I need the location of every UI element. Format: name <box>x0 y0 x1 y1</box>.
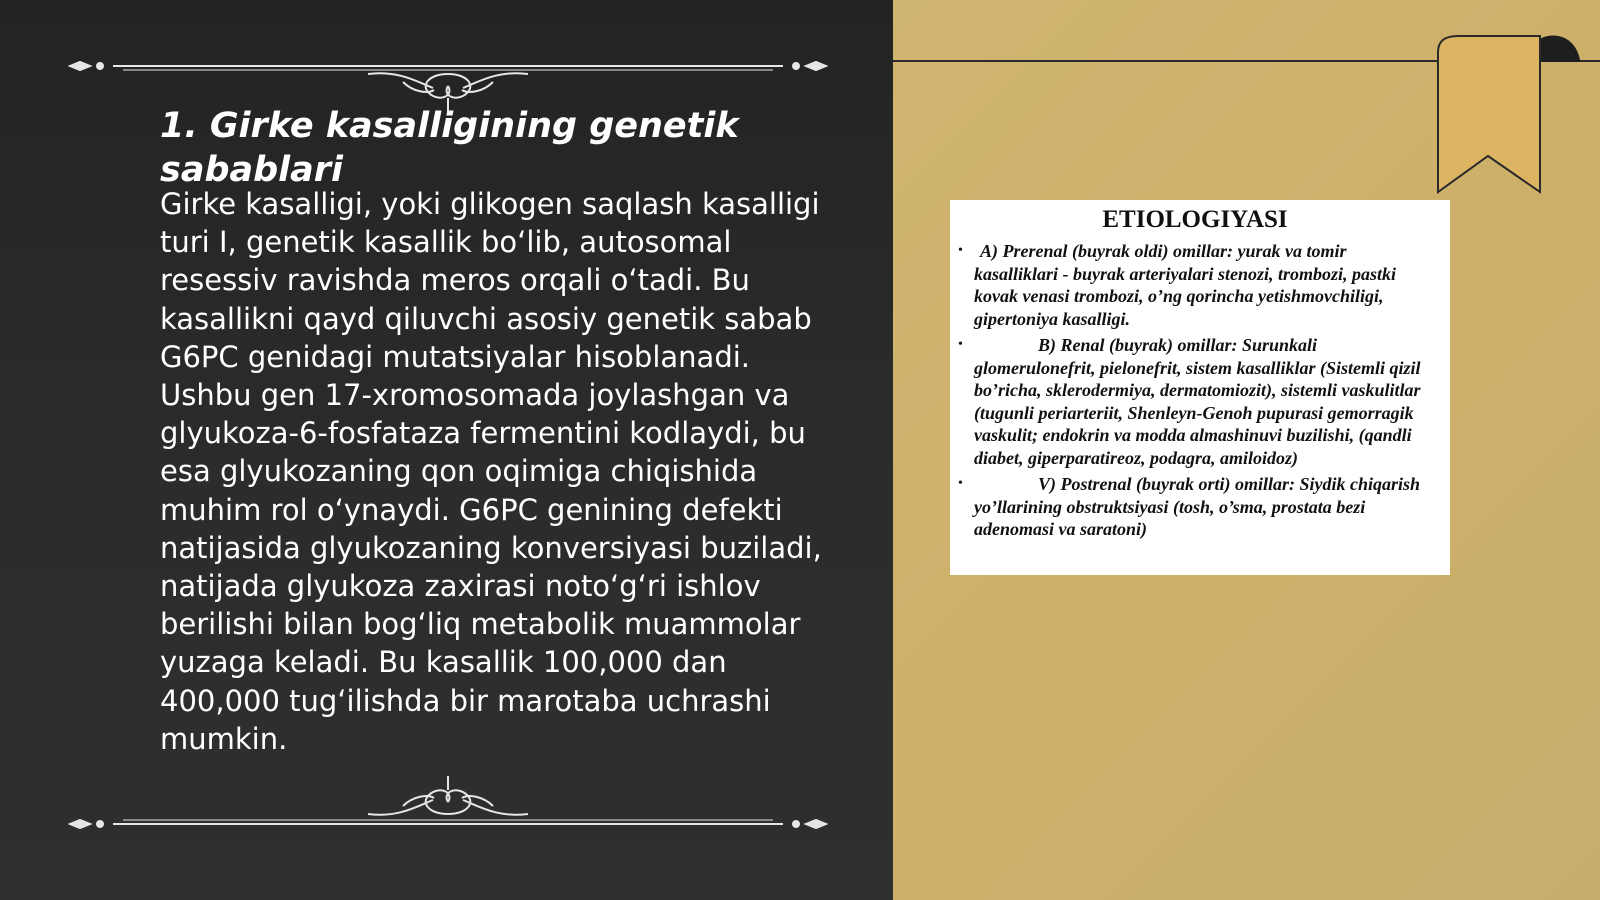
list-item <box>958 473 1432 541</box>
etiology-list <box>958 240 1432 541</box>
list-item-text: B) Renal (buyrak) omillar: Surunkali glomerulonefrit, pielonefrit, sistem kasalliklar (Sistemli qizil bo’richa, sklerodermiya, dermatomiozit), sistemli vaskulitlar (tugunli periarteriit, Shenleyn-Genoh pupurasi gemorragik vaskulit; endokrin va modda almashinuvi buzilishi, (qandli diabet, giperparatireoz, podagra, amiloidoz) <box>974 335 1421 468</box>
list-item-text: A) Prerenal (buyrak oldi) omillar: yurak va tomir kasalliklari - buyrak arteriyalari stenozi, trombozi, pastki kovak venasi trombozi, o’ng qorincha yetishmovchiligi, gipertoniya kasalligi. <box>974 241 1397 329</box>
slide-title: 1. Girke kasalligining genetik sabablari <box>160 106 739 190</box>
bookmark-ribbon-icon <box>1430 32 1600 202</box>
bullet-icon: • <box>958 243 963 258</box>
bullet-icon: • <box>958 337 963 352</box>
card-title: ETIOLOGIYASI <box>1102 206 1288 233</box>
slide-body-text: Girke kasalligi, yoki glikogen saqlash kasalligi turi I, genetik kasallik bo‘lib, autosomal resessiv ravishda meros orqali o‘tadi. Bu kasallikni qayd qiluvchi asosiy genetik sabab G6PC genidagi mutatsiyalar hisoblanadi. Ushbu gen 17-xromosomada joylashgan va glyukoza-6-fosfataza fermentini kodlaydi, bu esa glyukozaning qon oqimiga chiqishida muhim rol o‘ynaydi. G6PC genining defekti natijasida glyukozaning konversiyasi buziladi, natijada glyukoza zaxirasi noto‘g‘ri ishlov berilishi bilan bog‘liq metabolik muammolar yuzaga keladi. Bu kasallik 100,000 dan 400,000 tug‘ilishda bir marotaba uchrashi mumkin. <box>160 187 822 756</box>
list-item <box>958 240 1432 330</box>
etiology-image-card <box>950 200 1450 575</box>
bullet-icon: • <box>958 476 963 491</box>
bottom-ornament-icon <box>68 770 828 840</box>
list-item-text: V) Postrenal (buyrak orti) omillar: Siydik chiqarish yo’llarining obstruktsiyasi (tosh, o’sma, prostata bezi adenomasi va saratoni) <box>974 474 1421 539</box>
list-item <box>958 334 1432 469</box>
